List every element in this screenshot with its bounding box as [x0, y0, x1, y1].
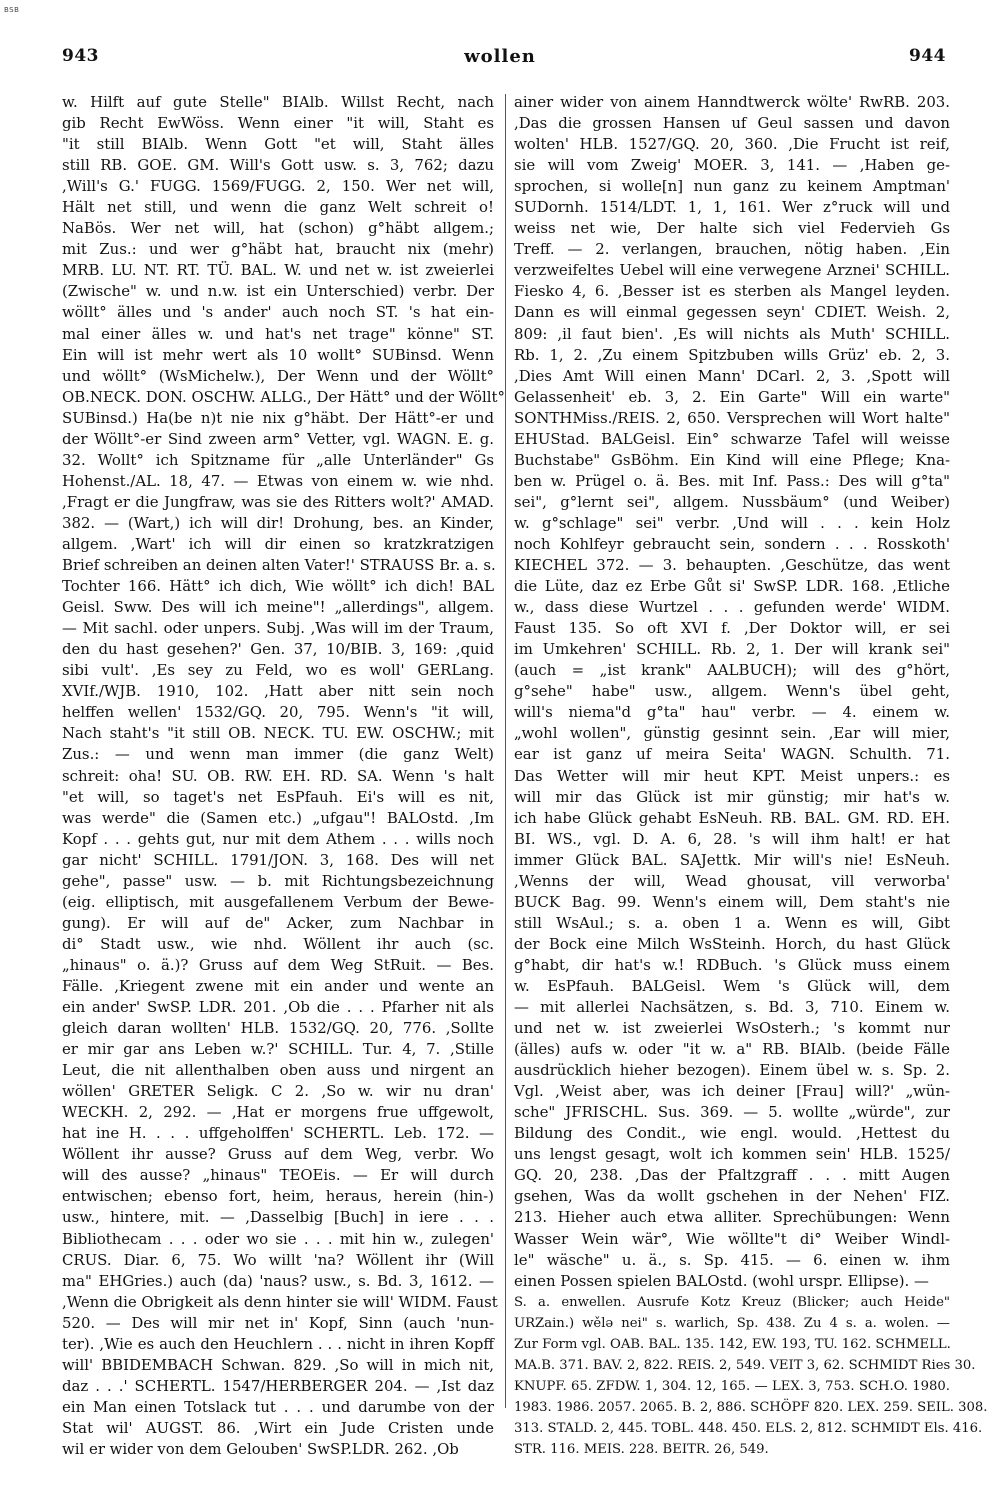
text-line: daz . . .' SCHERTL. 1547/HERBERGER 204. — ,Ist daz	[62, 1376, 494, 1395]
text-line: (auch = „ist krank" AALBUCH); will des g°hört,	[514, 661, 950, 680]
text-line: NaBös. Wer net will, hat (schon) g°häbt allgem.;	[62, 219, 494, 238]
page-header	[0, 46, 1000, 76]
source-line: URZain.) wělǝ nei" s. warlich, Sp. 438. Zu 4 s. a. wolen. —	[514, 1315, 950, 1331]
source-line: 1983. 1986. 2057. 2065. B. 2, 886. SCHÖPF 820. LEX. 259. SEIL. 308.	[514, 1399, 988, 1415]
text-line: und wöllt° (WsMichelw.), Der Wenn und der Wöllt°	[62, 366, 494, 385]
library-stamp: BSB	[4, 6, 20, 14]
text-line: sie will vom Zweig' MOER. 3, 141. — ,Haben ge-	[514, 156, 950, 175]
text-line: Leut, die nit allenthalben oben auss und nirgent an	[62, 1061, 494, 1080]
text-line: mal einer älles w. und hat's net trage" könne" ST.	[62, 324, 494, 343]
text-line: ainer wider von ainem Hanndtwerck wölte' RwRB. 203.	[514, 93, 950, 111]
text-line: (eig. elliptisch, mit ausgefallenem Verbum der Bewe-	[62, 892, 494, 911]
text-line: MRB. LU. NT. RT. TÜ. BAL. W. und net w. ist zweierlei	[62, 261, 494, 280]
text-line: ben w. Prügel o. ä. Bes. mit Inf. Pass.: Des will g°ta"	[514, 471, 950, 490]
text-line: noch Kohlfeyr gebraucht sein, sondern . . . Rosskoth'	[514, 534, 950, 553]
source-references	[514, 1292, 988, 1460]
text-line: ,Will's G.' FUGG. 1569/FUGG. 2, 150. Wer net will,	[62, 177, 494, 196]
right-page-number: 944	[909, 46, 946, 66]
text-line: "it still BIAlb. Wenn Gott "et will, Staht älles	[62, 135, 494, 154]
text-line: Geisl. Sww. Des will ich meine"! „allerdings", allgem.	[62, 598, 494, 617]
text-line: helffen wellen' 1532/GQ. 20, 795. Wenn's "it will,	[62, 703, 494, 722]
text-line: will' BBIDEMBACH Schwan. 829. ,So will in mich nit,	[62, 1355, 494, 1374]
text-line: gib Recht EwWöss. Wenn einer "it will, Staht es	[62, 114, 494, 133]
text-line: uns lengst gesagt, wolt ich kommen sein' HLB. 1525/	[514, 1145, 950, 1164]
text-line: GQ. 20, 238. ,Das der Pfaltzgraff . . . mitt Augen	[514, 1166, 950, 1185]
text-line: KIECHEL 372. — 3. behaupten. ,Geschütze, das went	[514, 556, 950, 575]
text-line: 520. — Des will mir net in' Kopf, Sinn (auch 'nun-	[62, 1313, 494, 1332]
text-line: immer Glück BAL. SAJettk. Mir will's nie! EsNeuh.	[514, 850, 950, 869]
source-line: MA.B. 371. BAV. 2, 822. REIS. 2, 549. VEIT 3, 62. SCHMIDT Ries 30.	[514, 1357, 976, 1373]
text-line: sei", g°lernt sei", allgem. Nussbäum° (und Weiber)	[514, 492, 950, 511]
text-line: ma" EHGries.) auch (da) 'naus? usw., s. Bd. 3, 1612. —	[62, 1271, 494, 1290]
text-line: gleich daran wollten' HLB. 1532/GQ. 20, 776. ,Sollte	[62, 1019, 494, 1038]
text-line: will's niema"d g°ta" hau" verbr. — 4. einem w.	[514, 703, 950, 722]
text-line: Bibliothecam . . . oder wo sie . . . mit hin w., zulegen'	[62, 1229, 494, 1248]
text-line: ter). ,Wie es auch den Heuchlern . . . nicht in ihren Kopff	[62, 1334, 494, 1353]
text-line: w. EsPfauh. BALGeisl. Wem 's Glück will, dem	[514, 976, 950, 995]
text-line: Kopf . . . gehts gut, nur mit dem Athem . . . wills noch	[62, 829, 494, 848]
text-line: der Wöllt°-er Sind zween arm° Vetter, vgl. WAGN. E. g.	[62, 429, 494, 448]
text-line: 32. Wollt° ich Spitzname für „alle Unterländer" Gs	[62, 450, 494, 469]
text-line: Wasser Wein wär°, Wie wöllte"t di° Weiber Windl-	[514, 1229, 950, 1248]
text-line: EHUStad. BALGeisl. Ein° schwarze Tafel will weisse	[514, 429, 950, 448]
text-line: Tochter 166. Hätt° ich dich, Wie wöllt° ich dich! BAL	[62, 577, 494, 596]
text-line: die Lüte, daz ez Erbe Gůt si' SwSP. LDR. 168. ,Etliche	[514, 577, 950, 596]
text-line: 382. — (Wart,) ich will dir! Drohung, bes. an Kinder,	[62, 513, 494, 532]
text-line: ,Das die grossen Hansen uf Geul sassen und davon	[514, 114, 950, 133]
source-line: STR. 116. MEIS. 228. BEITR. 26, 549.	[514, 1442, 769, 1457]
text-line: will mir das Glück ist mir günstig; mir hat's w.	[514, 787, 950, 806]
text-line: wöllen' GRETER Seligk. C 2. ,So w. wir nu dran'	[62, 1082, 494, 1101]
left-column	[62, 92, 505, 1458]
text-line: Wöllent ihr ausse? Gruss auf dem Weg, verbr. Wo	[62, 1145, 494, 1164]
text-line: w. Hilft auf gute Stelle" BIAlb. Willst Recht, nach	[62, 93, 494, 111]
text-line: w., dass diese Wurtzel . . . gefunden werde' WIDM.	[514, 598, 950, 617]
text-line: gar nicht' SCHILL. 1791/JON. 3, 168. Des will net	[62, 850, 494, 869]
text-line: wil er wider von dem Gelouben' SwSP.LDR. 262. ,Ob	[62, 1440, 459, 1458]
text-line: Hält net still, und wenn die ganz Welt schreit o!	[62, 198, 494, 217]
text-line: (Zwische" w. und n.w. ist ein Unterschied) verbr. Der	[62, 282, 494, 301]
text-line: XVIf./WJB. 1910, 102. ,Hatt aber nitt sein noch	[62, 682, 494, 701]
text-line: "et will, so taget's net EsPfauh. Ei's will es nit,	[62, 787, 494, 806]
text-line: BUCK Bag. 99. Wenn's einem will, Dem staht's nie	[514, 892, 950, 911]
text-line: mit Zus.: und wer g°häbt hat, braucht nix (mehr)	[62, 240, 494, 259]
text-line: Fälle. ,Kriegent zwene mit ein ander und wente an	[62, 976, 494, 995]
text-line: was werde" die (Samen etc.) „ufgau"! BALOstd. ,Im	[62, 808, 494, 827]
text-line: will des ausse? „hinaus" TEOEis. — Er will durch	[62, 1166, 494, 1185]
text-line: g°sehe" habe" usw., allgem. Wenn's übel geht,	[514, 682, 950, 701]
text-line: Stat wil' AUGST. 86. ,Wirt ein Jude Cristen unde	[62, 1418, 494, 1437]
text-line: usw., hintere, mit. — ,Dasselbig [Buch] in iere . . .	[62, 1208, 494, 1227]
text-line: Gelassenheit' eb. 3, 2. Ein Garte" Will ein warte"	[514, 387, 950, 406]
text-line: Vgl. ,Weist aber, was ich deiner [Frau] will?' „wün-	[514, 1082, 950, 1101]
text-line: ,Fragt er die Jungfraw, was sie des Ritters wolt?' AMAD.	[62, 492, 494, 511]
text-line: — mit allerlei Nachsätzen, s. Bd. 3, 710. Einem w.	[514, 998, 950, 1017]
source-line: Zur Form vgl. OAB. BAL. 135. 142, EW. 193, TU. 162. SCHMELL.	[514, 1336, 951, 1352]
text-line: w. g°schlage" sei" verbr. ,Und will . . . kein Holz	[514, 513, 950, 532]
text-line: der Bock eine Milch WsSteinh. Horch, du hast Glück	[514, 934, 950, 953]
text-line: still WsAul.; s. a. oben 1 a. Wenn es will, Gibt	[514, 913, 950, 932]
text-line: allgem. ,Wart' ich will dir einen so kratzkratzigen	[62, 534, 494, 553]
text-line: ich habe Glück gehabt EsNeuh. RB. BAL. GM. RD. EH.	[514, 808, 950, 827]
text-line: den du hast gesehen?' Gen. 37, 10/BIB. 3, 169: ,quid	[62, 640, 494, 659]
text-line: CRUS. Diar. 6, 75. Wo willt 'na? Wöllent ihr (Will	[62, 1250, 494, 1269]
text-line: weiss net wie, Der halte sich viel Federvieh Gs	[514, 219, 950, 238]
text-line: „hinaus" o. ä.)? Gruss auf dem Weg StRuit. — Bes.	[62, 955, 494, 974]
text-line: ausdrücklich hieher bezogen). Einem übel w. s. Sp. 2.	[514, 1061, 950, 1080]
source-line: 313. STALD. 2, 445. TOBL. 448. 450. ELS. 2, 812. SCHMIDT Els. 416.	[514, 1420, 983, 1436]
text-line: Brief schreiben an deinen alten Vater!' STRAUSS Br. a. s.	[62, 556, 496, 575]
text-line: Bildung des Condit., wie engl. would. ,Hettest du	[514, 1124, 950, 1143]
text-line: einen Possen spielen BALOstd. (wohl urspr. Ellipse). —	[514, 1271, 929, 1290]
text-line: „wohl wollen", günstig gesinnt sein. ,Ear will mier,	[514, 724, 950, 743]
text-line: ein ander' SwSP. LDR. 201. ,Ob die . . . Pfarher nit als	[62, 998, 494, 1017]
text-line: (älles) aufs w. oder "it w. a" RB. BIAlb. (beide Fälle	[514, 1040, 950, 1059]
text-line: wolten' HLB. 1527/GQ. 20, 360. ,Die Frucht ist reif,	[514, 135, 950, 154]
text-line: sibi vult'. ,Es sey zu Feld, wo es woll' GERLang.	[62, 661, 494, 680]
source-line: KNUPF. 65. ZFDW. 1, 304. 12, 165. — LEX. 3, 753. SCH.O. 1980.	[514, 1378, 950, 1394]
left-page-number: 943	[62, 46, 99, 66]
text-line: gung). Er will auf de" Acker, zum Nachbar in	[62, 913, 494, 932]
text-line: SUDornh. 1514/LDT. 1, 1, 161. Wer z°ruck will und	[514, 198, 950, 217]
text-line: Faust 135. So oft XVI f. ,Der Doktor will, er sei	[514, 619, 950, 638]
text-line: BI. WS., vgl. D. A. 6, 28. 's will ihm halt! er hat	[514, 829, 950, 848]
running-headword: wollen	[464, 46, 536, 67]
text-line: gsehen, Was da wollt gschehen in der Nehen' FIZ.	[514, 1187, 950, 1206]
text-line: hat ine H. . . . uffgeholffen' SCHERTL. Leb. 172. —	[62, 1124, 494, 1143]
text-line: Buchstabe" GsBöhm. Ein Kind will eine Pflege; Kna-	[514, 450, 950, 469]
text-line: Treff. — 2. verlangen, brauchen, nötig haben. ,Ein	[514, 240, 950, 259]
text-line: Nach staht's "it still OB. NECK. TU. EW. OSCHW.; mit	[62, 724, 494, 743]
text-line: le" wäsche" u. ä., s. Sp. 415. — 6. einen w. ihm	[514, 1250, 950, 1269]
text-line: SUBinsd.) Ha(be n)t nie nix g°häbt. Der Hätt°-er und	[62, 408, 494, 427]
text-line: — Mit sachl. oder unpers. Subj. ,Was will im der Traum,	[62, 619, 494, 638]
column-divider	[505, 94, 506, 1408]
text-line: Ein will ist mehr wert als 10 wollt° SUBinsd. Wenn	[62, 345, 494, 364]
text-line: Dann es will einmal gegessen seyn' CDIET. Weish. 2,	[514, 303, 950, 322]
text-line: g°habt, dir hat's w.! RDBuch. 's Glück muss einem	[514, 955, 950, 974]
text-line: sche" JFRISCHL. Sus. 369. — 5. wollte „würde", zur	[514, 1103, 950, 1122]
text-line: Zus.: — und wenn man immer (die ganz Welt)	[62, 745, 494, 764]
text-line: Hohenst./AL. 18, 47. — Etwas von einem w. wie nhd.	[62, 471, 494, 490]
text-line: verzweifeltes Uebel will eine verwegene Arznei' SCHILL.	[514, 261, 950, 280]
text-line: Das Wetter will mir heut KPT. Meist unpers.: es	[514, 766, 950, 785]
text-line: SONTHMiss./REIS. 2, 650. Versprechen will Wort halte"	[514, 408, 950, 427]
text-line: ,Wenns der will, Wead ghousat, vill verworba'	[514, 871, 950, 890]
text-line: ,Dies Amt Will einen Mann' DCarl. 2, 3. ,Spott will	[514, 366, 950, 385]
text-line: ein Man einen Totslack tut . . . und darumbe von der	[62, 1397, 494, 1416]
text-line: schreit: oha! SU. OB. RW. EH. RD. SA. Wenn 's halt	[62, 766, 494, 785]
text-line: still RB. GOE. GM. Will's Gott usw. s. 3, 762; dazu	[62, 156, 494, 175]
text-line: OB.NECK. DON. OSCHW. ALLG., Der Hätt° und der Wöllt°	[62, 387, 505, 406]
text-line: ear ist ganz uf meira Seita' WAGN. Schulth. 71.	[514, 745, 950, 764]
text-line: er mir gar ans Leben w.?' SCHILL. Tur. 4, 7. ,Stille	[62, 1040, 494, 1059]
text-line: Rb. 1, 2. ,Zu einem Spitzbuben wills Grüz' eb. 2, 3.	[514, 345, 950, 364]
text-line: sprochen, si wolle[n] nun ganz zu keinem Amptman'	[514, 177, 950, 196]
text-line: im Umkehren' SCHILL. Rb. 2, 1. Der will krank sei"	[514, 640, 950, 659]
text-line: gehe", passe" usw. — b. mit Richtungsbezeichnung	[62, 871, 494, 890]
text-line: WECKH. 2, 292. — ,Hat er morgens frue uffgewolt,	[62, 1103, 494, 1122]
text-line: wöllt° älles und 's ander' auch noch ST. 's hat ein-	[62, 303, 494, 322]
text-line: 213. Hieher auch etwa alliter. Sprechübungen: Wenn	[514, 1208, 950, 1227]
text-line: ,Wenn die Obrigkeit als denn hinter sie will' WIDM. Faust	[62, 1292, 498, 1311]
text-line: di° Stadt usw., wie nhd. Wöllent ihr auch (sc.	[62, 934, 494, 953]
text-line: und net w. ist zweierlei WsOsterh.; 's kommt nur	[514, 1019, 950, 1038]
text-line: Fiesko 4, 6. ,Besser ist es sterben als Mangel leyden.	[514, 282, 950, 301]
text-line: 809: ,il faut bien'. ,Es will nichts als Muth' SCHILL.	[514, 324, 950, 343]
right-column	[514, 92, 988, 1457]
source-line: S. a. enwellen. Ausrufe Kotz Kreuz (Blicker; auch Heide"	[514, 1294, 950, 1310]
text-line: entwischen; ebenso fort, heim, heraus, herein (hin-)	[62, 1187, 494, 1206]
